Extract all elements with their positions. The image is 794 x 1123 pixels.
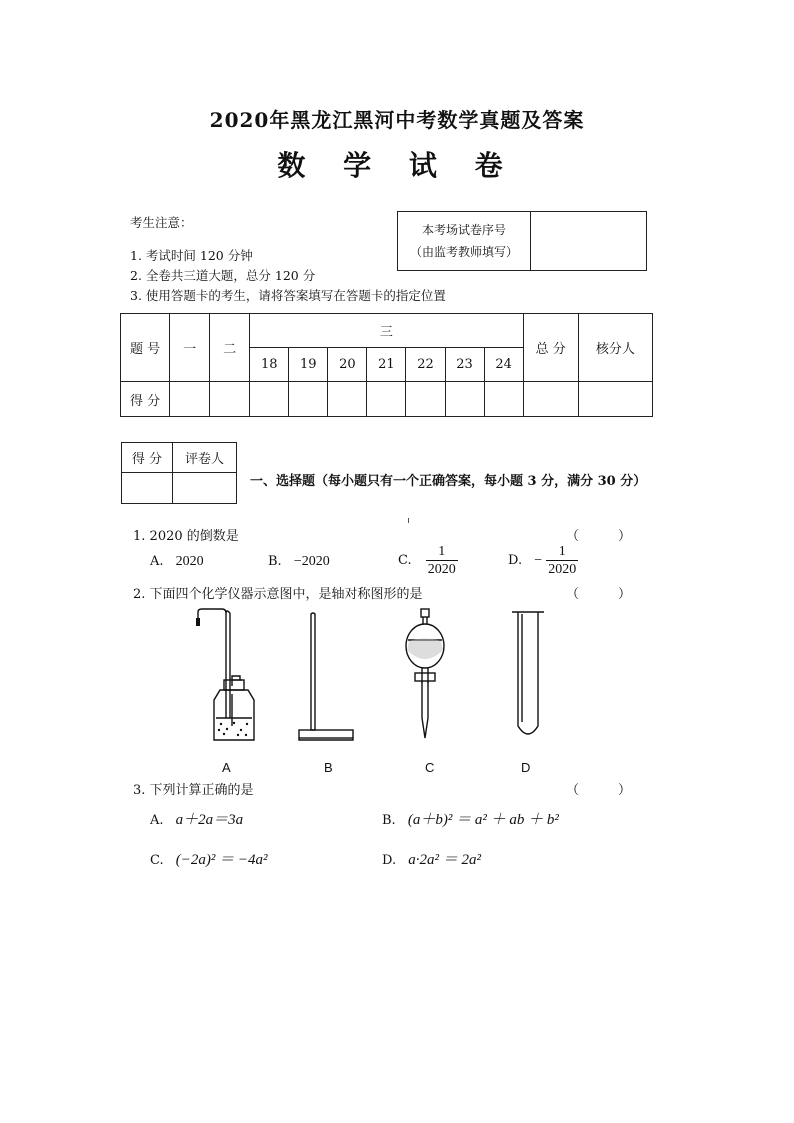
question-2 (133, 583, 423, 602)
grader-name-label: 评卷人 (173, 443, 237, 473)
q1-option-d[interactable] (508, 543, 578, 578)
col-header-q24: 24 (484, 348, 523, 382)
row-label-question-number: 题 号 (121, 314, 170, 382)
question-1-stem: 2020 的倒数是 (149, 529, 239, 544)
col-header-checker: 核分人 (578, 314, 652, 382)
q3-option-a-label: A. (150, 813, 164, 828)
question-3-answer-paren[interactable]: （ ） (566, 783, 632, 798)
question-2-answer-paren[interactable]: （ ） (566, 587, 632, 602)
q1-option-b-text: −2020 (293, 554, 330, 569)
exam-serial-label-line2: （由监考教师填写） (409, 245, 518, 259)
score-table (120, 313, 653, 417)
question-1-number: 1. (133, 529, 146, 544)
notice-item-1: 1. 考试时间 120 分钟 (130, 248, 253, 263)
score-cell-total[interactable] (523, 382, 578, 417)
apparatus-a-caption: A (222, 760, 231, 775)
q3-option-d-label: D. (382, 853, 397, 868)
grader-box (121, 442, 237, 504)
col-header-q18: 18 (250, 348, 289, 382)
apparatus-d-test-tube-icon[interactable] (508, 608, 548, 743)
score-cell-checker[interactable] (578, 382, 652, 417)
apparatus-b-iron-stand-icon[interactable] (295, 612, 355, 742)
col-header-q19: 19 (289, 348, 328, 382)
exam-serial-label (398, 212, 531, 271)
apparatus-a-gas-bottle-icon[interactable] (196, 608, 266, 743)
apparatus-c-separatory-funnel-icon[interactable] (395, 608, 455, 748)
score-cell-q21[interactable] (367, 382, 406, 417)
col-header-q23: 23 (445, 348, 484, 382)
q1-option-c-fraction (426, 543, 458, 578)
apparatus-c-caption: C (425, 760, 435, 775)
notice-item-3: 3. 使用答题卡的考生，请将答案填写在答题卡的指定位置 (130, 288, 446, 303)
q1-option-c-numerator: 1 (438, 544, 446, 559)
score-cell-q18[interactable] (250, 382, 289, 417)
score-cell-q24[interactable] (484, 382, 523, 417)
grader-name-cell[interactable] (173, 473, 237, 504)
q3-option-c-label: C. (150, 853, 164, 868)
q1-option-b[interactable] (268, 554, 330, 570)
exam-serial-box (397, 211, 647, 271)
q1-option-c-label: C. (398, 553, 412, 568)
q1-option-c[interactable] (398, 543, 458, 578)
score-cell-part-2[interactable] (210, 382, 250, 417)
col-header-part-2: 二 (210, 314, 250, 382)
q1-option-a-text: 2020 (175, 554, 204, 569)
question-3 (133, 779, 254, 798)
q3-option-a[interactable] (150, 808, 243, 829)
col-header-part-1: 一 (170, 314, 210, 382)
grader-score-cell[interactable] (122, 473, 173, 504)
question-1-answer-paren[interactable]: （ ） (566, 529, 632, 544)
q3-option-c-expression: (−2a)² ＝ −4a² (175, 852, 268, 868)
notice-heading: 考生注意： (130, 215, 193, 230)
document-title: 2020年黑龙江黑河中考数学真题及答案 (209, 108, 585, 132)
col-header-q21: 21 (367, 348, 406, 382)
q1-option-b-label: B. (268, 554, 282, 569)
exam-serial-value[interactable] (531, 212, 647, 271)
q3-option-a-expression: a＋2a＝3a (175, 812, 244, 828)
question-2-stem: 下面四个化学仪器示意图中，是轴对称图形的是 (149, 587, 423, 602)
score-cell-q20[interactable] (328, 382, 367, 417)
q1-option-c-denominator: 2020 (427, 562, 456, 577)
q1-option-d-numerator: 1 (558, 544, 566, 559)
score-cell-q22[interactable] (406, 382, 445, 417)
q1-option-a[interactable] (150, 554, 204, 570)
apparatus-d-caption: D (521, 760, 531, 775)
score-cell-part-1[interactable] (170, 382, 210, 417)
q1-option-d-denominator: 2020 (548, 562, 577, 577)
q3-option-d[interactable] (382, 848, 481, 869)
scan-speck (408, 518, 409, 523)
q1-option-a-label: A. (150, 554, 164, 569)
col-header-q22: 22 (406, 348, 445, 382)
q1-option-d-sign: − (534, 553, 543, 568)
question-3-number: 3. (133, 783, 146, 798)
grader-score-label: 得 分 (122, 443, 173, 473)
q3-option-b-label: B. (382, 813, 396, 828)
exam-serial-label-line1: 本考场试卷序号 (421, 223, 506, 237)
score-cell-q23[interactable] (445, 382, 484, 417)
col-header-part-3: 三 (250, 314, 523, 348)
exam-subtitle: 数 学 试 卷 (277, 149, 517, 182)
notice-item-2: 2. 全卷共三道大题，总分 120 分 (130, 268, 316, 283)
section-1-heading: 一、选择题（每小题只有一个正确答案，每小题 3 分，满分 30 分） (250, 474, 647, 489)
q3-option-d-expression: a·2a² ＝ 2a² (408, 852, 481, 868)
q3-option-c[interactable] (150, 848, 268, 869)
row-label-score: 得 分 (121, 382, 170, 417)
question-2-number: 2. (133, 587, 146, 602)
col-header-total: 总 分 (523, 314, 578, 382)
q1-option-d-fraction (546, 543, 578, 578)
col-header-q20: 20 (328, 348, 367, 382)
question-1 (133, 525, 239, 544)
apparatus-b-caption: B (324, 760, 333, 775)
q1-option-d-label: D. (508, 553, 523, 568)
question-3-stem: 下列计算正确的是 (149, 783, 254, 798)
q3-option-b-expression: (a＋b)² ＝ a² ＋ ab ＋ b² (407, 812, 559, 828)
score-cell-q19[interactable] (289, 382, 328, 417)
q3-option-b[interactable] (382, 808, 559, 829)
